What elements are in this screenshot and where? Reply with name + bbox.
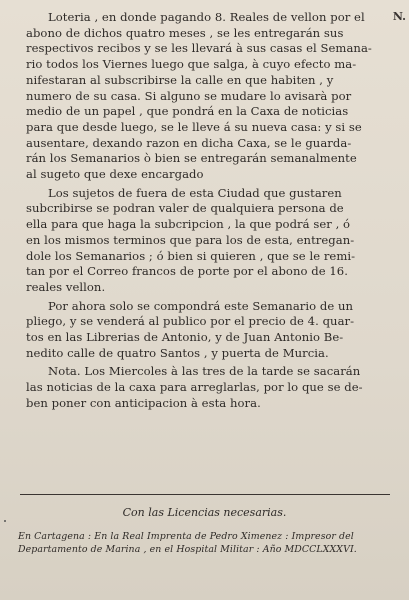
- text-line: nifestaran al subscribirse la calle en que habiten , y: [26, 72, 334, 87]
- corner-mark: N.: [392, 10, 406, 23]
- text-line: ausentare, dexando razon en dicha Caxa, se le guarda-: [26, 135, 352, 150]
- text-line: nedito calle de quatro Santos , y puerta de Murcia.: [26, 345, 329, 360]
- divider-rule: [20, 494, 390, 495]
- imprint-line: Departamento de Marina , en el Hospital Militar : Año MDCCLXXXVI.: [18, 544, 357, 555]
- text-line: para que desde luego, se le lleve á su nueva casa: y si se: [26, 119, 362, 134]
- text-line: Los sujetos de fuera de esta Ciudad que gustaren: [48, 185, 342, 200]
- imprint-line: En Cartagena : En la Real Imprenta de Pedro Ximenez : Impresor del: [18, 531, 354, 542]
- text-line: rán los Semanarios ò bien se entregarán semanalmente: [26, 151, 357, 166]
- text-line: ella para que haga la subcripcion , la que podrá ser , ó: [26, 217, 351, 232]
- text-line: al sugeto que dexe encargado: [26, 167, 204, 182]
- text-line: tos en las Librerias de Antonio, y de Juan Antonio Be-: [26, 330, 344, 345]
- text-line: subcribirse se podran valer de qualquiera persona de: [26, 201, 344, 216]
- text-line: Por ahora solo se compondrá este Semanario de un: [48, 298, 354, 313]
- text-line: dole los Semanarios ; ó bien si quieren , que se le remi-: [26, 248, 356, 263]
- text-line: Loteria , en donde pagando 8. Reales de vellon por el: [48, 10, 365, 24]
- paragraph-outside-city: [26, 186, 390, 296]
- text-line: respectivos recibos y se les llevará à sus casas el Semana-: [26, 41, 372, 56]
- text-line: abono de dichos quatro meses , se les entregarán sus: [26, 25, 344, 40]
- text-line: numero de su casa. Si alguno se mudare lo avisarà por: [26, 88, 352, 103]
- margin-mark: [4, 520, 6, 522]
- licencias-line: Con las Licencias necesarias.: [122, 506, 287, 519]
- paragraph-subscription-delivery: [26, 10, 390, 183]
- text-line: ben poner con anticipacion à esta hora.: [26, 395, 261, 410]
- body-text: [26, 10, 390, 415]
- text-line: medio de un papel , que pondrá en la Caxa de noticias: [26, 104, 349, 119]
- text-line: tan por el Correo francos de porte por el abono de 16.: [26, 264, 348, 279]
- paragraph-nota: [26, 364, 390, 411]
- text-line: reales vellon.: [26, 279, 106, 294]
- text-line: las noticias de la caxa para arreglarlas, por lo que se de-: [26, 380, 363, 395]
- text-line: pliego, y se venderá al publico por el precio de 4. quar-: [26, 314, 355, 329]
- text-line: rio todos los Viernes luego que salga, à cuyo efecto ma-: [26, 57, 357, 72]
- text-line: Nota. Los Miercoles à las tres de la tarde se sacarán: [48, 364, 361, 379]
- text-line: en los mismos terminos que para los de esta, entregan-: [26, 232, 355, 247]
- paragraph-price: [26, 299, 390, 362]
- imprint: [18, 530, 398, 556]
